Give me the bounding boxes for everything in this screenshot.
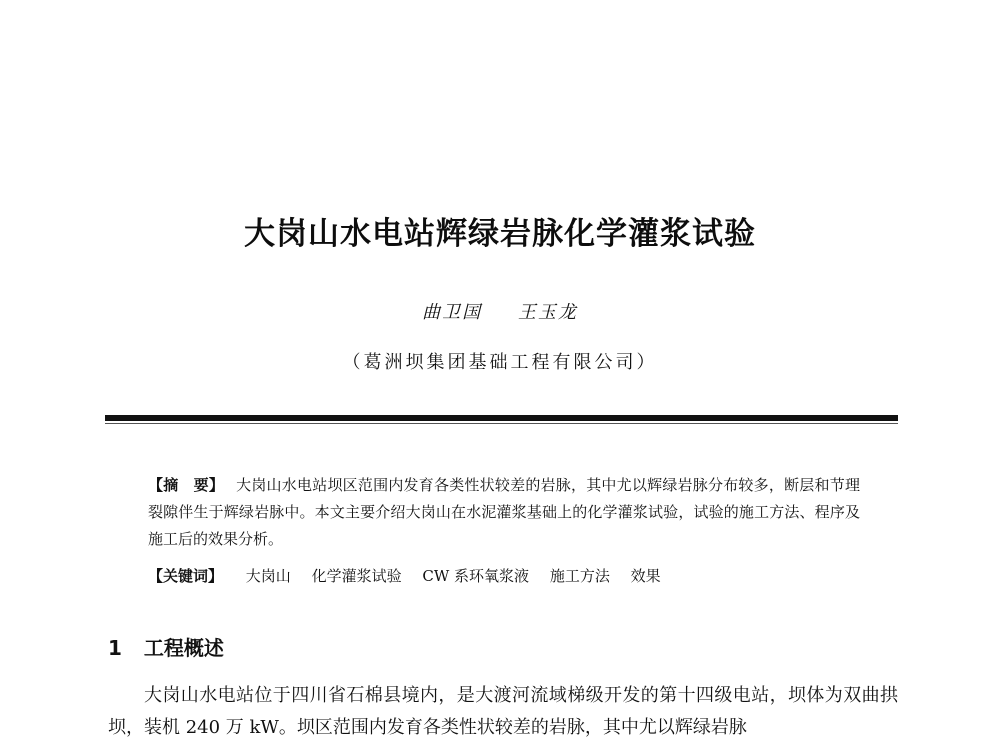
author-name: 曲卫国 [422, 302, 483, 323]
author-affiliation: （葛洲坝集团基础工程有限公司） [342, 352, 658, 373]
section-number: 1 [108, 636, 122, 660]
abstract-label: 【摘 要】 [148, 476, 225, 494]
keywords-block [148, 563, 860, 590]
author-name: 王玉龙 [517, 302, 578, 323]
keyword: CW 系环氧浆液 [422, 567, 530, 585]
header-divider-thick [105, 415, 898, 421]
keyword: 效果 [630, 567, 661, 585]
section-title: 工程概述 [143, 636, 224, 660]
header-divider-thin [105, 423, 898, 424]
abstract-text: 大岗山水电站坝区范围内发育各类性状较差的岩脉，其中尤以辉绿岩脉分布较多，断层和节理裂隙伴生于辉绿岩脉中。本文主要介绍大岗山在水泥灌浆基础上的化学灌浆试验，试验的施工方法、程序及施工后的效果分析。 [148, 476, 860, 548]
section-heading [108, 632, 224, 661]
abstract-block [148, 472, 860, 553]
keyword: 大岗山 [245, 567, 291, 585]
paper-title: 大岗山水电站辉绿岩脉化学灌浆试验 [244, 216, 756, 252]
keyword: 施工方法 [549, 567, 610, 585]
keyword: 化学灌浆试验 [311, 567, 402, 585]
section-paragraph: 大岗山水电站位于四川省石棉县境内，是大渡河流域梯级开发的第十四级电站，坝体为双曲拱坝，装机 240 万 kW。坝区范围内发育各类性状较差的岩脉，其中尤以辉绿岩脉 [108, 685, 898, 738]
author-list [0, 298, 1000, 324]
keywords-label: 【关键词】 [148, 567, 224, 585]
